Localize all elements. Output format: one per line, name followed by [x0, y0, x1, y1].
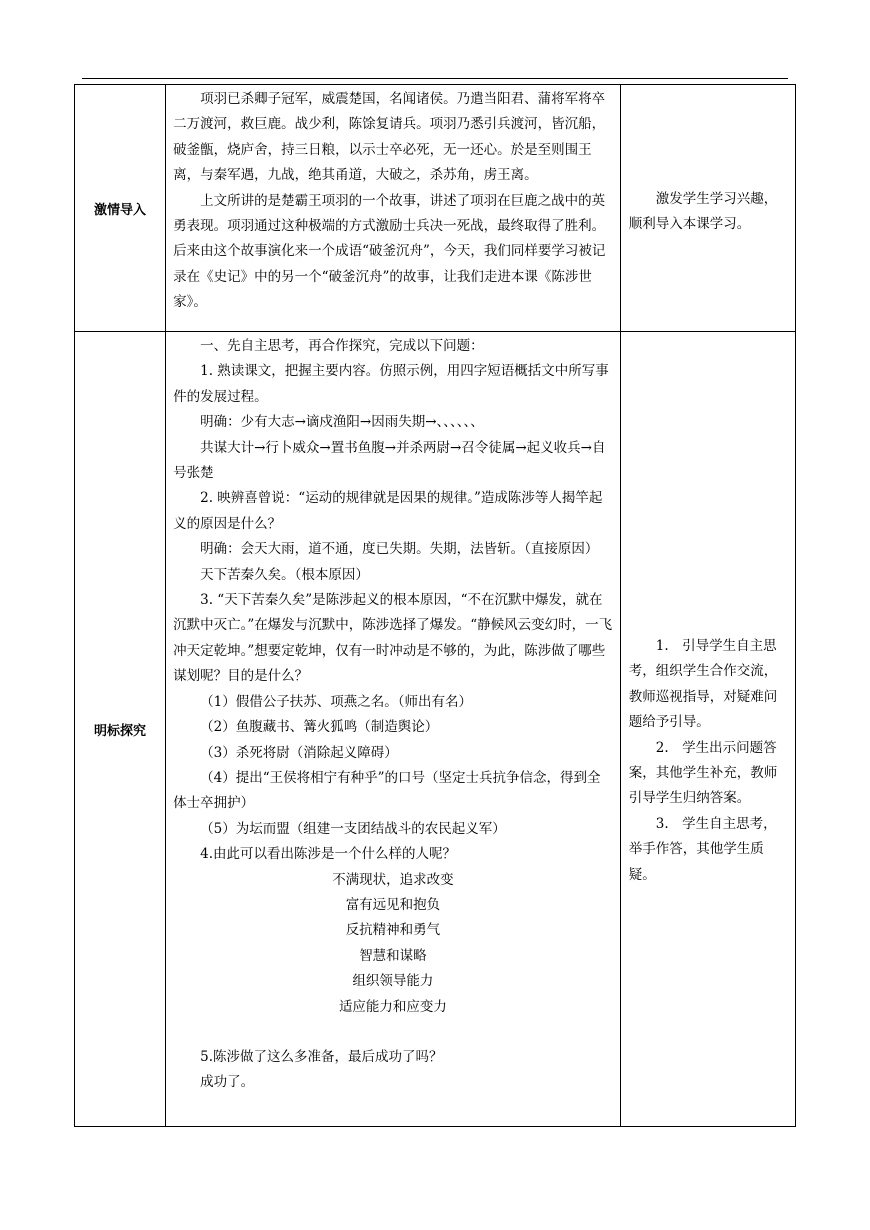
- explore-note: 2. 学生出示问题答案，其他学生补充，教师引导学生归纳答案。: [628, 739, 778, 807]
- trait-line: 富有远见和抱负: [345, 896, 441, 913]
- blank-line: [173, 1020, 613, 1045]
- trait-line: 适应能力和应变力: [338, 998, 447, 1015]
- explore-notes-cell: [620, 332, 795, 1127]
- explore-line: （2）鱼腹藏书、篝火狐鸣（制造舆论）: [200, 719, 439, 736]
- closing-answer: 成功了。: [200, 1074, 255, 1091]
- trait-line: 智慧和谋略: [359, 947, 427, 964]
- explore-content-cell: [166, 332, 621, 1127]
- explore-line: （5）为坛而盟（组建一支团结战斗的农民起义军）: [200, 820, 506, 837]
- explore-line: 共谋大计→行卜威众→置书鱼腹→并杀两尉→召令徒属→起义收兵→自号张楚: [173, 439, 606, 482]
- explore-line: 1. 熟读课文，把握主要内容。仿照示例，用四字短语概括文中所写事件的发展过程。: [173, 363, 609, 405]
- explore-line: （1）假借公子扶苏、项燕之名。（师出有名）: [200, 693, 472, 710]
- explore-line: 明确：少有大志→谪戍渔阳→因雨失期→、、、、、、: [200, 414, 484, 431]
- intro-notes-cell: [620, 85, 795, 332]
- explore-line: 明确：会天大雨，道不通，度已失期。失期，法皆斩。（直接原因）: [200, 541, 599, 558]
- trait-line: 反抗精神和勇气: [345, 922, 441, 939]
- trait-line: 不满现状，追求改变: [332, 871, 454, 888]
- lesson-plan-table: [74, 84, 796, 1127]
- trait-line: 组织领导能力: [352, 973, 434, 990]
- explore-line: 一、先自主思考，再合作探究，完成以下问题：: [200, 338, 484, 354]
- intro-content-cell: [166, 85, 621, 332]
- explore-line: 3. “天下苦秦久矣”是陈涉起义的根本原因，“不在沉默中爆发，就在沉默中灭亡。”在爆发与沉默中，陈涉选择了爆发。“静候风云变幻时，一飞冲天定乾坤。”想要定乾坤，仅有一时冲动是不够的，为此，陈涉做了哪些谋划呢？目的是什么？: [173, 592, 613, 685]
- section-label-explore: 明标探究: [75, 332, 166, 1127]
- explore-note: 3. 学生自主思考，举手作答，其他学生质疑。: [628, 815, 777, 883]
- explore-line: （4）提出“王侯将相宁有种乎”的口号（坚定士兵抗争信念，得到全体士卒拥护）: [173, 769, 601, 812]
- section-label-intro: 激情导入: [75, 85, 166, 332]
- table-row: [75, 85, 796, 332]
- closing-question: 5.陈涉做了这么多准备，最后成功了吗？: [200, 1048, 443, 1065]
- explore-note: 1. 引导学生自主思考，组织学生合作交流，教师巡视指导，对疑难问题给予引导。: [628, 638, 778, 731]
- intro-note: 激发学生学习兴趣，顺利导入本课学习。: [628, 191, 778, 233]
- explore-line: （3）杀死将尉（消除起义障碍）: [200, 744, 398, 761]
- explore-line: 天下苦秦久矣。（根本原因）: [200, 566, 369, 583]
- explore-line: 2. 映辨喜曾说：“运动的规律就是因果的规律。”造成陈涉等人揭竿起义的原因是什么？: [173, 490, 603, 532]
- intro-explanation-paragraph: 上文所讲的是楚霸王项羽的一个故事，讲述了项羽在巨鹿之战中的英勇表现。项羽通过这种极端的方式激励士兵决一死战，最终取得了胜利。后来由这个故事演化来一个成语“破釜沉舟”，今天，我们同样要学习被记录在《史记》中的另一个“破釜沉舟”的故事，让我们走进本课《陈涉世家》。: [173, 192, 606, 311]
- header-rule: [82, 78, 788, 79]
- intro-quote-paragraph: 项羽已杀卿子冠军，威震楚国，名闻诸侯。乃遣当阳君、蒲将军将卒二万渡河，救巨鹿。战少利，陈馀复请兵。项羽乃悉引兵渡河，皆沉船，破釜甑，烧庐舍，持三日粮，以示士卒必死，无一还心。於是至则围王离，与秦军遇，九战，绝其甬道，大破之，杀苏角，虏王离。: [173, 91, 606, 184]
- explore-line: 4.由此可以看出陈涉是一个什么样的人呢？: [200, 846, 457, 863]
- table-row: [75, 332, 796, 1127]
